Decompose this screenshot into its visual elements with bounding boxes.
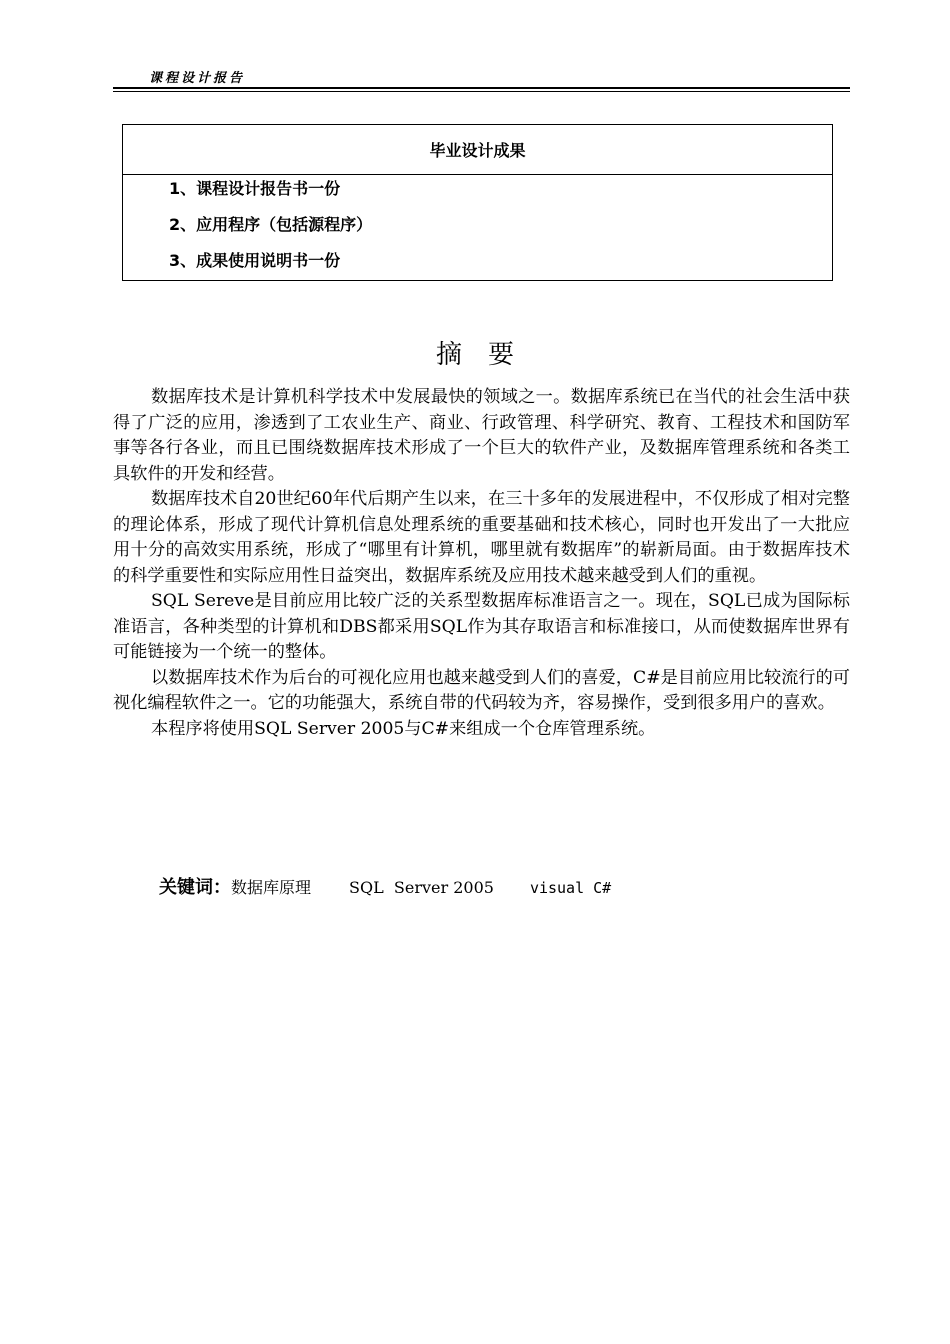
- abstract-paragraph-3: SQL Sereve是目前应用比较广泛的关系型数据库标准语言之一。现在，SQL已成为国际标准语言，各种类型的计算机和DBS都采用SQL作为其存取语言和标准接口，从而使数据库世界有可能链接为一个统一的整体。: [113, 591, 850, 662]
- abstract-title: 摘要: [435, 340, 540, 370]
- results-list: [169, 175, 372, 283]
- keywords-label: 关键词：: [159, 877, 231, 898]
- header-divider-thin: [113, 91, 850, 92]
- keyword-item: visual C#: [529, 879, 612, 897]
- header-divider: [113, 87, 850, 89]
- results-table: [122, 124, 833, 281]
- results-item-2: 2、应用程序（包括源程序）: [169, 215, 373, 234]
- page-header-title: 课程设计报告: [149, 71, 246, 86]
- results-heading: 毕业设计成果: [123, 125, 832, 175]
- results-item-1: 1、课程设计报告书一份: [169, 179, 341, 198]
- abstract-body: [113, 385, 850, 742]
- abstract-paragraph-4: 以数据库技术作为后台的可视化应用也越来越受到人们的喜爱，C#是目前应用比较流行的可视化编程软件之一。它的功能强大，系统自带的代码较为齐，容易操作，受到很多用户的喜欢。: [113, 667, 850, 713]
- abstract-paragraph-5: 本程序将使用SQL Server 2005与C#来组成一个仓库管理系统。: [151, 718, 656, 739]
- keywords-line: [159, 873, 611, 899]
- abstract-paragraph-1: 数据库技术是计算机科学技术中发展最快的领域之一。数据库系统已在当代的社会生活中获得了广泛的应用，渗透到了工农业生产、商业、行政管理、科学研究、教育、工程技术和国防军事等各行各业，而且已围绕数据库技术形成了一个巨大的软件产业，及数据库管理系统和各类工具软件的开发和经营。: [113, 387, 850, 484]
- results-item-3: 3、成果使用说明书一份: [169, 251, 341, 270]
- keyword-item: SQL Server 2005: [349, 878, 494, 897]
- abstract-paragraph-2: 数据库技术自20世纪60年代后期产生以来，在三十多年的发展进程中，不仅形成了相对完整的理论体系，形成了现代计算机信息处理系统的重要基础和技术核心，同时也开发出了一大批应用十分的高效实用系统，形成了“哪里有计算机，哪里就有数据库”的崭新局面。由于数据库技术的科学重要性和实际应用性日益突出，数据库系统及应用技术越来越受到人们的重视。: [113, 489, 850, 586]
- keyword-item: 数据库原理: [231, 878, 312, 897]
